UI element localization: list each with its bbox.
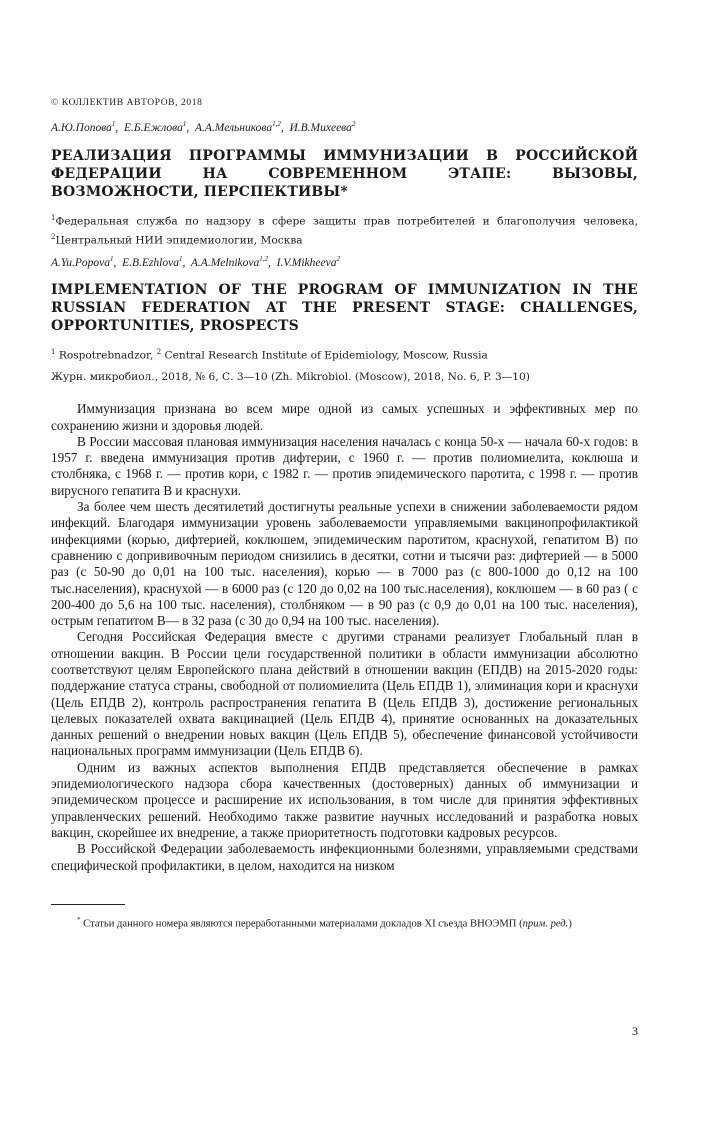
author-affil-mark: 2 bbox=[351, 120, 356, 128]
affiliation-2: Центральный НИИ эпидемиологии, Москва bbox=[55, 234, 303, 247]
author-name: А.Ю.Попова bbox=[51, 121, 112, 134]
page-number: 3 bbox=[632, 1024, 638, 1038]
footnote bbox=[51, 913, 638, 932]
body-paragraph: Одним из важных аспектов выполнения ЕПДВ представляется обеспечение в рамках эпидемиологического надзора сбора качественных (достоверных) данных об иммунизации и эпидемическом процессе и расширение их использования, в том числе для принятия эффективных управленческих решений. Необходимо также развитие научных исследований и разработка новых вакцин, скорейшее их внедрение, а также приоритетность подготовки кадровых ресурсов. bbox=[51, 759, 638, 840]
body-paragraph: В России массовая плановая иммунизация населения началась с конца 50-х — начала 60-х годов: в 1957 г. введена иммунизация против дифтерии, с 1960 г. — против полиомиелита, коклюша и столбняка, с 1968 г. — против кори, с 1982 г. — против эпидемического паротита, с 1998 г. — против вирусного гепатита В и краснухи. bbox=[51, 433, 638, 498]
author-affil-mark: 1 bbox=[178, 254, 183, 263]
author-affil-mark: 1 bbox=[182, 120, 187, 128]
author-name: И.В.Михеева bbox=[289, 121, 352, 134]
author-affil-mark: 1,2 bbox=[272, 120, 281, 128]
author-name: Е.Б.Ежлова bbox=[124, 121, 183, 134]
authors-ru: А.Ю.Попова$^1$, Е.Б.Ежлова$^1$, А.А.Мельникова$^{1,2}$, И.В.Михеева$^2$ bbox=[51, 120, 356, 134]
title-ru: РЕАЛИЗАЦИЯ ПРОГРАММЫ ИММУНИЗАЦИИ В РОССИЙСКОЙ ФЕДЕРАЦИИ НА СОВРЕМЕННОМ ЭТАПЕ: ВЫЗОВЫ, ВОЗМОЖНОСТИ, ПЕРСПЕКТИВЫ* bbox=[51, 147, 638, 200]
affiliation-2: Central Research Institute of Epidemiology, Moscow, Russia bbox=[161, 349, 488, 362]
affiliations-en bbox=[51, 344, 638, 364]
author-name: A.A.Melnikova bbox=[190, 256, 260, 269]
copyright-line: © КОЛЛЕКТИВ АВТОРОВ, 2018 bbox=[51, 98, 203, 108]
author-name: А.А.Мельникова bbox=[194, 121, 273, 134]
author-name: A.Yu.Popova bbox=[51, 256, 110, 269]
author-affil-mark: 2 bbox=[336, 254, 340, 263]
article-body bbox=[51, 401, 638, 874]
body-paragraph: В Российской Федерации заболеваемость инфекционными болезнями, управляемыми средствами специфической профилактики, в целом, находится на низком bbox=[51, 841, 638, 873]
author-affil-mark: 1,2 bbox=[259, 254, 268, 263]
footnote-editor-note: прим. ред. bbox=[522, 918, 569, 930]
authors-en: A.Yu.Popova$^1$, E.B.Ezhlova$^1$, A.A.Melnikova$^{1,2}$, I.V.Mikheeva$^2$ bbox=[51, 254, 340, 269]
affiliation-1: Федеральная служба по надзору в сфере защиты прав потребителей и благополучия человека, bbox=[55, 215, 638, 228]
journal-citation: Журн. микробиол., 2018, № 6, С. 3—10 (Zh. Mikrobiol. (Moscow), 2018, No. 6, P. 3—10) bbox=[51, 371, 530, 384]
author-affil-mark: 1 bbox=[110, 254, 114, 263]
body-paragraph: Сегодня Российская Федерация вместе с другими странами реализует Глобальный план в отношении вакцин. В России цели государственной политики в области иммунизации абсолютно соответствуют целям Европейского плана действий в отношении вакцин (ЕПДВ) на 2015-2020 годы: поддержание статуса страны, свободной от полиомиелита (Цель ЕПДВ 1), элиминация кори и краснухи (Цель ЕПДВ 2), контроль распространения гепатита В (Цель ЕПДВ 3), достижение региональных целевых показателей охвата вакцинацией (Цель ЕПДВ 4), принятие основанных на доказательных данных решений о внедрении новых вакцин (Цель ЕПДВ 5), обеспечение финансовой устойчивости национальных программ иммунизации (Цель ЕПДВ 6). bbox=[51, 629, 638, 759]
affil-mark: 1 bbox=[51, 347, 56, 356]
affil-mark: 2 bbox=[156, 347, 162, 356]
author-name: E.B.Ezhlova bbox=[122, 256, 179, 269]
body-paragraph: Иммунизация признана во всем мире одной из самых успешных и эффективных мер по сохранению жизни и здоровья людей. bbox=[51, 401, 638, 433]
affiliations-ru bbox=[51, 210, 638, 249]
affiliation-1: Rospotrebnadzor, bbox=[55, 349, 157, 362]
footnote-divider bbox=[51, 904, 125, 905]
article-page bbox=[51, 98, 638, 931]
footnote-text: Статьи данного номера являются переработанными материалами докладов XI съезда ВНОЭМП ( bbox=[80, 918, 523, 930]
body-paragraph: За более чем шесть десятилетий достигнуты реальные успехи в снижении заболеваемости рядом инфекций. Благодаря иммунизации уровень заболеваемости управляемыми вакцинопрофилактикой инфекциями (корью, дифтерией, коклюшем, эпидемическим паротитом, краснухой, гепатитом В) по сравнению с допрививочным периодом снизились в десятки, сотни и тысячи раз: дифтерией — в 5000 раз (с 50-90 до 0,01 на 100 тыс. населения), корью — в 7000 раз (с 800-1000 до 0,12 на 100 тыс.населения), краснухой — в 6000 раз (с 120 до 0,02 на 100 тыс.населения), коклюшем — в 60 раз ( с 200-400 до 5,6 на 100 тыс. населения), столбняком — в 90 раз (с 0,9 до 0,01 на 100 тыс. населения), острым гепатитом В— в 32 раза (с 30 до 0,94 на 100 тыс. населения). bbox=[51, 499, 638, 629]
footnote-close: ) bbox=[568, 918, 572, 930]
affil-mark: 2 bbox=[51, 233, 56, 242]
footnote-mark: * bbox=[77, 915, 81, 924]
author-name: I.V.Mikheeva bbox=[276, 256, 337, 269]
author-affil-mark: 1 bbox=[111, 120, 116, 128]
title-en: IMPLEMENTATION OF THE PROGRAM OF IMMUNIZATION IN THE RUSSIAN FEDERATION AT THE PRESENT STAGE: CHALLENGES, OPPORTUNITIES, PROSPECTS bbox=[51, 281, 638, 334]
affil-mark: 1 bbox=[51, 213, 56, 222]
